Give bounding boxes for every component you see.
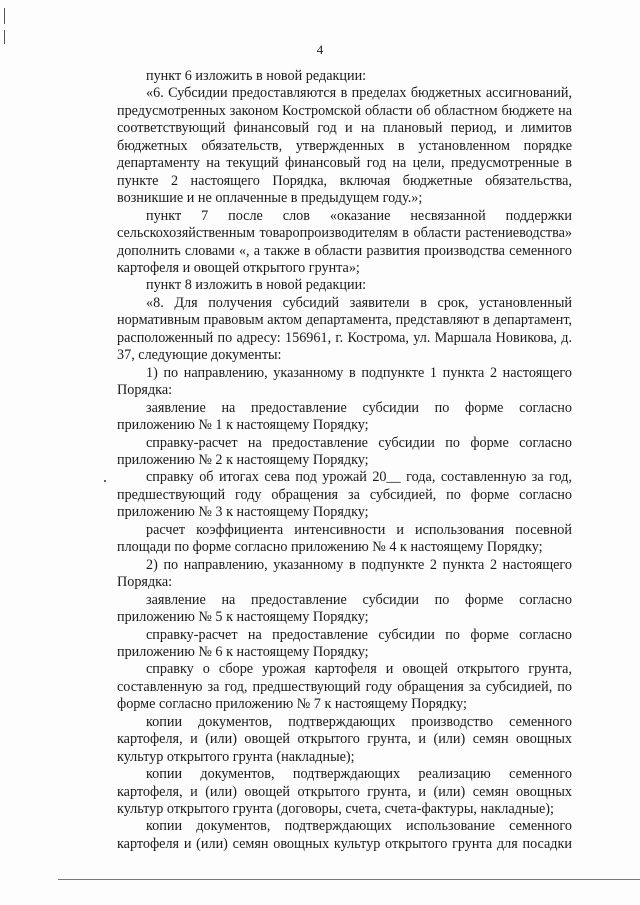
paragraph-point8-text: «8. Для получения субсидий заявители в срок, установленный нормативным правовым актом департамента, представляют в департамент, расположенный по адресу: 156961, г. Кострома, ул. Маршала Новикова, д. 37, следующие документы:: [117, 294, 572, 364]
list-item-document: расчет коэффициента интенсивности и использования посевной площади по форме согласно приложению № 4 к настоящему Порядку;: [117, 521, 572, 556]
list-item-document: справку об итогах сева под урожай 20__ года, составленную за год, предшествующий году обращения за субсидией, по форме согласно приложению № 3 к настоящему Порядку;: [117, 469, 572, 521]
page-number: 4: [316, 42, 324, 57]
list-item-document: копии документов, подтверждающих производство семенного картофеля, и (или) овощей открытого грунта, и (или) семян овощных культур открытого грунта (накладные);: [117, 713, 572, 765]
left-margin-mark: [4, 8, 5, 24]
list-item-document: копии документов, подтверждающих использование семенного картофеля и (или) семян овощных культур открытого грунта для посадки: [117, 818, 572, 852]
list-item-document: справку о сборе урожая картофеля и овощей открытого грунта, составленную за год, предшествующий году обращения за субсидией, по форме согласно приложению № 7 к настоящему Порядку;: [117, 661, 572, 713]
paragraph-point6-text: «6. Субсидии предоставляются в пределах бюджетных ассигнований, предусмотренных законом Костромской области об областном бюджете на соответствующий финансовый год и на плановый период, и лимитов бюджетных обязательств, утвержденных в установленном порядке департаменту на текущий финансовый год на цели, предусмотренные в пункте 2 настоящего Порядка, включая бюджетные обязательства, возникшие и не оплаченные в предыдущем году.»;: [117, 85, 572, 207]
paragraph-point8-intro: пункт 8 изложить в новой редакции:: [146, 277, 367, 294]
paragraph-point7: пункт 7 после слов «оказание несвязанной поддержки сельскохозяйственным товаропроизводителям в области растениеводства» дополнить словами «, а также в области развития производства семенного картофеля и овощей открытого грунта»;: [117, 207, 572, 276]
document-body: [117, 68, 572, 853]
list-item-document: справку-расчет на предоставление субсидии по форме согласно приложению № 2 к настоящему Порядку;: [117, 434, 572, 468]
list-item-document: заявление на предоставление субсидии по форме согласно приложению № 5 к настоящему Порядку;: [117, 591, 572, 626]
list-item-document: копии документов, подтверждающих реализацию семенного картофеля, и (или) овощей открытого грунта, и (или) семян овощных культур открытого грунта (договоры, счета, счета-фактуры, накладные);: [117, 766, 572, 818]
list-item-document: справку-расчет на предоставление субсидии по форме согласно приложению № 6 к настоящему Порядку;: [117, 626, 572, 660]
list-item-document: заявление на предоставление субсидии по форме согласно приложению № 1 к настоящему Порядку;: [117, 399, 572, 434]
bottom-divider: [58, 879, 640, 880]
list-item-direction-1: 1) по направлению, указанному в подпункте 1 пункта 2 настоящего Порядка:: [117, 364, 572, 399]
list-item-direction-2: 2) по направлению, указанному в подпункте 2 пункта 2 настоящего Порядка:: [117, 556, 572, 591]
scan-speck: [104, 480, 106, 482]
paragraph-point6-intro: пункт 6 изложить в новой редакции:: [146, 68, 367, 84]
